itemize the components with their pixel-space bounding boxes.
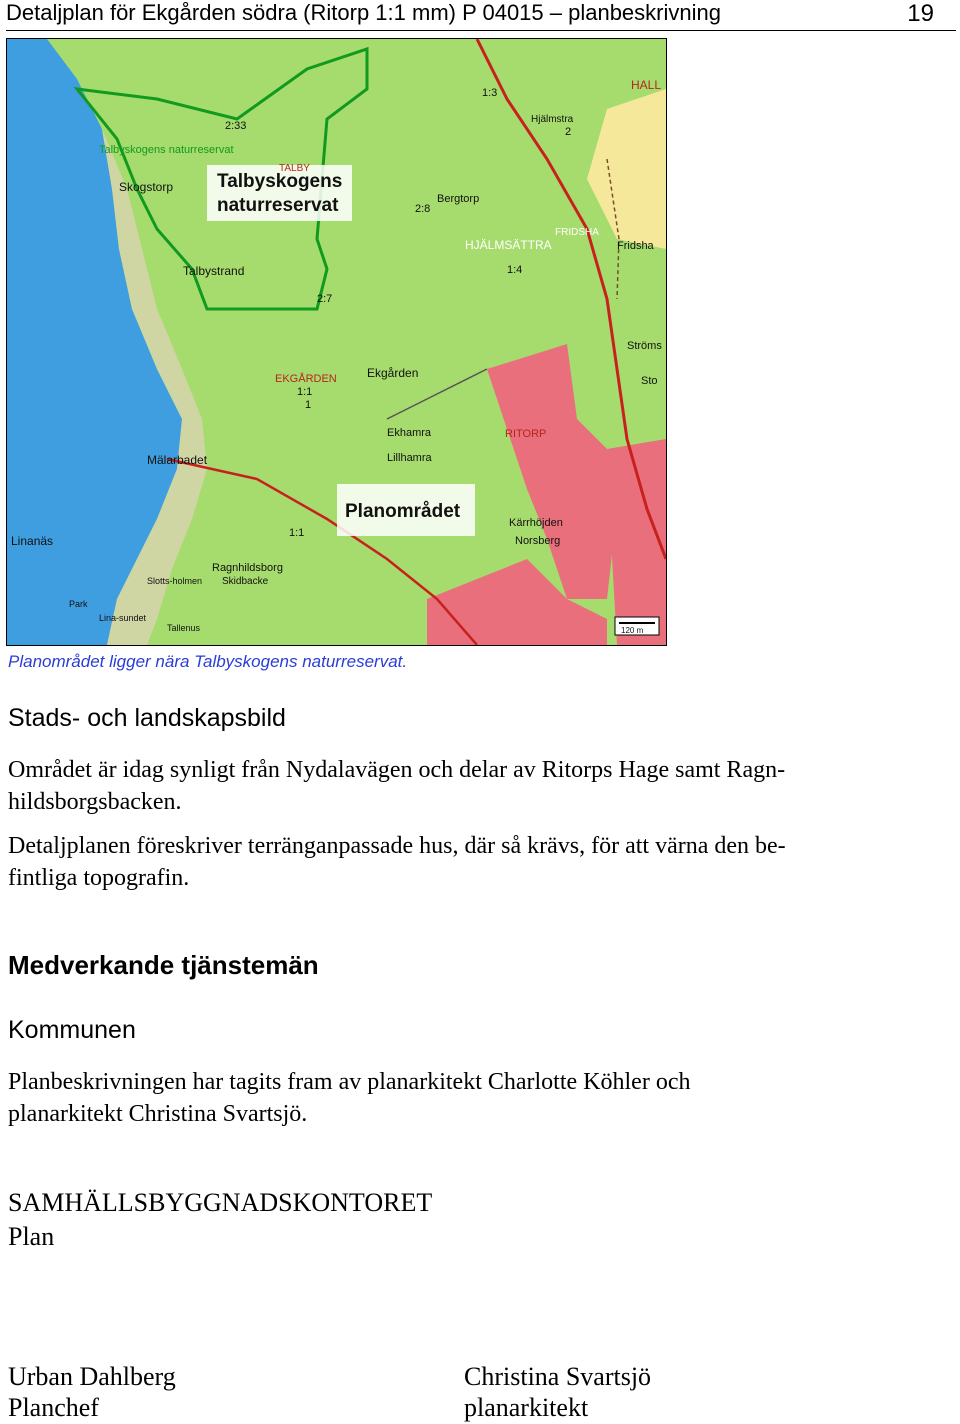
document-title: Detaljplan för Ekgården södra (Ritorp 1:1 mm) P 04015 – planbeskrivning xyxy=(6,0,721,25)
signature-left-name: Urban Dahlberg xyxy=(8,1362,176,1391)
label-ekgarden: Ekgården xyxy=(367,366,419,380)
label-stroms: Ströms xyxy=(627,340,662,352)
paragraph-authors xyxy=(8,1066,928,1130)
label-planomradet: Planområdet xyxy=(345,501,461,522)
paragraph-line: planarkitekt Christina Svartsjö. xyxy=(8,1101,308,1127)
label-skidbacke: Skidbacke xyxy=(222,576,269,587)
paragraph-visibility xyxy=(8,754,928,818)
signature-right-name: Christina Svartsjö xyxy=(464,1362,652,1391)
label-reserve-small: Talbyskogens naturreservat xyxy=(99,144,234,156)
label-11a: 1:1 xyxy=(297,386,313,398)
section-heading-staff: Medverkande tjänstemän xyxy=(8,950,319,980)
office-unit: Plan xyxy=(8,1222,55,1251)
label-norsberg: Norsberg xyxy=(515,535,561,547)
label-28: 2:8 xyxy=(415,203,431,215)
label-scale: 120 m xyxy=(621,626,644,635)
label-slottsholmen: Slotts-holmen xyxy=(147,576,203,586)
label-fridsha: Fridsha xyxy=(617,240,654,252)
map-graphic xyxy=(7,39,666,645)
label-bergtorp: Bergtorp xyxy=(437,193,480,205)
label-1: 1 xyxy=(305,399,312,411)
paragraph-line: hildsborgsbacken. xyxy=(8,789,182,815)
label-malarbadet: Mälarbadet xyxy=(147,453,208,467)
label-11b: 1:1 xyxy=(289,527,305,539)
paragraph-line: Detaljplanen föreskriver terränganpassade hus, där så krävs, för att värna den be- xyxy=(8,833,786,859)
label-ekgarden-caps: EKGÅRDEN xyxy=(275,373,337,385)
map-caption: Planområdet ligger nära Talbyskogens naturreservat. xyxy=(8,652,408,671)
label-27: 2:7 xyxy=(317,293,333,305)
label-reserve-line2: naturreservat xyxy=(217,195,339,216)
label-ragnhildsborg: Ragnhildsborg xyxy=(212,562,283,574)
signature-left-title: Planchef xyxy=(8,1393,99,1422)
paragraph-line: Området är idag synligt från Nydalavägen och delar av Ritorps Hage samt Ragn- xyxy=(8,757,786,783)
label-karrhojden: Kärrhöjden xyxy=(509,517,563,529)
label-lillhamra: Lillhamra xyxy=(387,452,432,464)
label-reserve-line1: Talbyskogens xyxy=(217,171,343,192)
map-urban-east xyxy=(607,449,666,645)
page-header xyxy=(6,0,956,31)
label-hall: HALL xyxy=(631,78,662,92)
label-2: 2 xyxy=(565,126,572,138)
paragraph-line: Planbeskrivningen har tagits fram av planarkitekt Charlotte Köhler och xyxy=(8,1069,691,1095)
paragraph-line: fintliga topografin. xyxy=(8,865,190,891)
label-233: 2:33 xyxy=(225,120,247,132)
label-fridshamn: FRIDSHA xyxy=(555,227,599,238)
area-map xyxy=(6,38,667,646)
signature-right-title: planarkitekt xyxy=(464,1393,589,1422)
label-13: 1:3 xyxy=(482,87,498,99)
paragraph-terrain xyxy=(8,830,928,894)
label-skogstorp: Skogstorp xyxy=(119,180,174,194)
label-linanas: Linanäs xyxy=(11,534,54,548)
label-ekhamra: Ekhamra xyxy=(387,427,432,439)
label-park: Park xyxy=(69,599,88,609)
label-14: 1:4 xyxy=(507,264,523,276)
label-hjalmsattra: HJÄLMSÄTTRA xyxy=(465,238,552,252)
label-talby: TALBY xyxy=(279,163,310,174)
label-sto: Sto xyxy=(641,375,658,387)
label-tallenus: Tallenus xyxy=(167,623,201,633)
subheading-kommunen: Kommunen xyxy=(8,1016,136,1044)
label-talbystrand: Talbystrand xyxy=(183,264,245,278)
label-ritorp: RITORP xyxy=(505,428,547,440)
label-hjalmstra: Hjälmstra xyxy=(531,114,574,125)
label-linasundet: Lina-sundet xyxy=(99,613,147,623)
section-heading-landscape: Stads- och landskapsbild xyxy=(8,704,286,732)
office-name: SAMHÄLLSBYGGNADSKONTORET xyxy=(8,1188,433,1217)
page-number: 19 xyxy=(907,0,934,27)
